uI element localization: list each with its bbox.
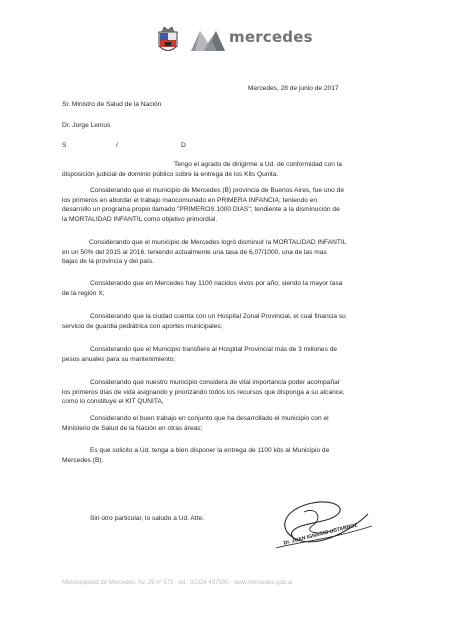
logo-wordmark: mercedes [229, 28, 313, 46]
paragraph-line: desarrollo un programa propio llamado "PRIMEROS 1000 DIAS"; tendiente a la disminución de [62, 206, 340, 214]
handwritten-signature-icon [268, 492, 374, 554]
sd-s: S [62, 142, 67, 149]
paragraph-line: Tengo el agrado de dirigirme a Ud. de conformidad con la [174, 161, 342, 168]
paragraph-line: de la región X; [62, 289, 105, 297]
paragraph-line: Considerando que el municipio de Mercedes logró disminuir la MORTALIDAD INFANTIL [89, 239, 347, 246]
paragraph-line: Considerando que el municipio de Mercedes (B) provincia de Buenos Aires, fue uno de [90, 187, 345, 194]
paragraph-line: disposición judicial de dominio público sobre la entrega de los Kits Qunita. [62, 170, 279, 178]
paragraph-considerando-5 [62, 345, 392, 364]
paragraph-line: Considerando que en Mercedes hay 1100 nacidos vivos por año, siendo la mayor tasa [90, 280, 343, 287]
paragraph-considerando-1 [62, 186, 392, 224]
paragraph-greeting [62, 160, 392, 179]
closing-line: Sin otro particular, lo saludo a Ud. Atte. [90, 515, 204, 522]
paragraph-request [62, 446, 392, 465]
paragraph-considerando-3 [62, 279, 392, 298]
paragraph-line: los primeros en abordar el trabajo mancomunado en PRIMERA INFANCIA; teniendo en [62, 196, 318, 204]
signature-name: Dr. JUAN IGNACIO USTARROZ [283, 522, 359, 547]
paragraph-line: la MORTALIDAD INFANTIL como objetivo primordial. [62, 215, 218, 223]
paragraph-line: Es que solicito a Ud. tenga a bien disponer la entrega de 1100 kits al Municipio de [90, 447, 330, 454]
paragraph-line: los primeros días de vida asignando y priorizando todos los recursos que disponga a su alcance, [62, 388, 345, 396]
footer-address: Municipalidad de Mercedes, Av. 29 nº 575 - tel.: 02324 437900 - www.mercedes.gob.ar [62, 580, 294, 586]
mercedes-logo-icon [191, 27, 225, 51]
paragraph-line: pesos anuales para su mantenimiento; [62, 355, 176, 363]
paragraph-line: Ministerio de Salud de la Nación en otras áreas; [62, 424, 203, 432]
sd-slash: / [116, 142, 118, 149]
paragraph-considerando-7 [62, 414, 392, 433]
paragraph-line: como lo constituye el KIT QUNITA, [62, 398, 164, 406]
paragraph-considerando-6 [62, 378, 392, 407]
paragraph-line: Considerando el buen trabajo en conjunto que ha desarrollado el municipio con el [90, 415, 329, 422]
recipient-title: Sr. Ministro de Salud de la Nación [62, 101, 162, 108]
paragraph-considerando-4 [62, 312, 392, 331]
municipal-crest-icon [155, 24, 181, 56]
paragraph-line: Considerando que el Municipio transfiere al Hospital Provincial más de 3 millones de [90, 346, 338, 353]
paragraph-line: Considerando que nuestro municipio considera de vital importancia poder acompañar [90, 379, 340, 386]
paragraph-line: en un 50% del 2015 al 2016, teniendo actualmente una tasa de 6,07/1000, una de las mas [62, 248, 327, 256]
sd-d: D [181, 142, 186, 149]
paragraph-line: servicio de guardia pediátrica con aportes municipales; [62, 322, 223, 330]
paragraph-line: Considerando que la ciudad cuenta con un Hospital Zonal Provincial, el cual financia su [90, 313, 346, 320]
letter-date: Mercedes, 28 de junio de 2017 [248, 85, 339, 92]
paragraph-line: Mercedes (B). [62, 456, 104, 464]
paragraph-considerando-2 [62, 238, 392, 267]
recipient-name: Dr. Jorge Lemus [62, 122, 111, 129]
paragraph-line: bajas de la provincia y del país. [62, 258, 155, 266]
